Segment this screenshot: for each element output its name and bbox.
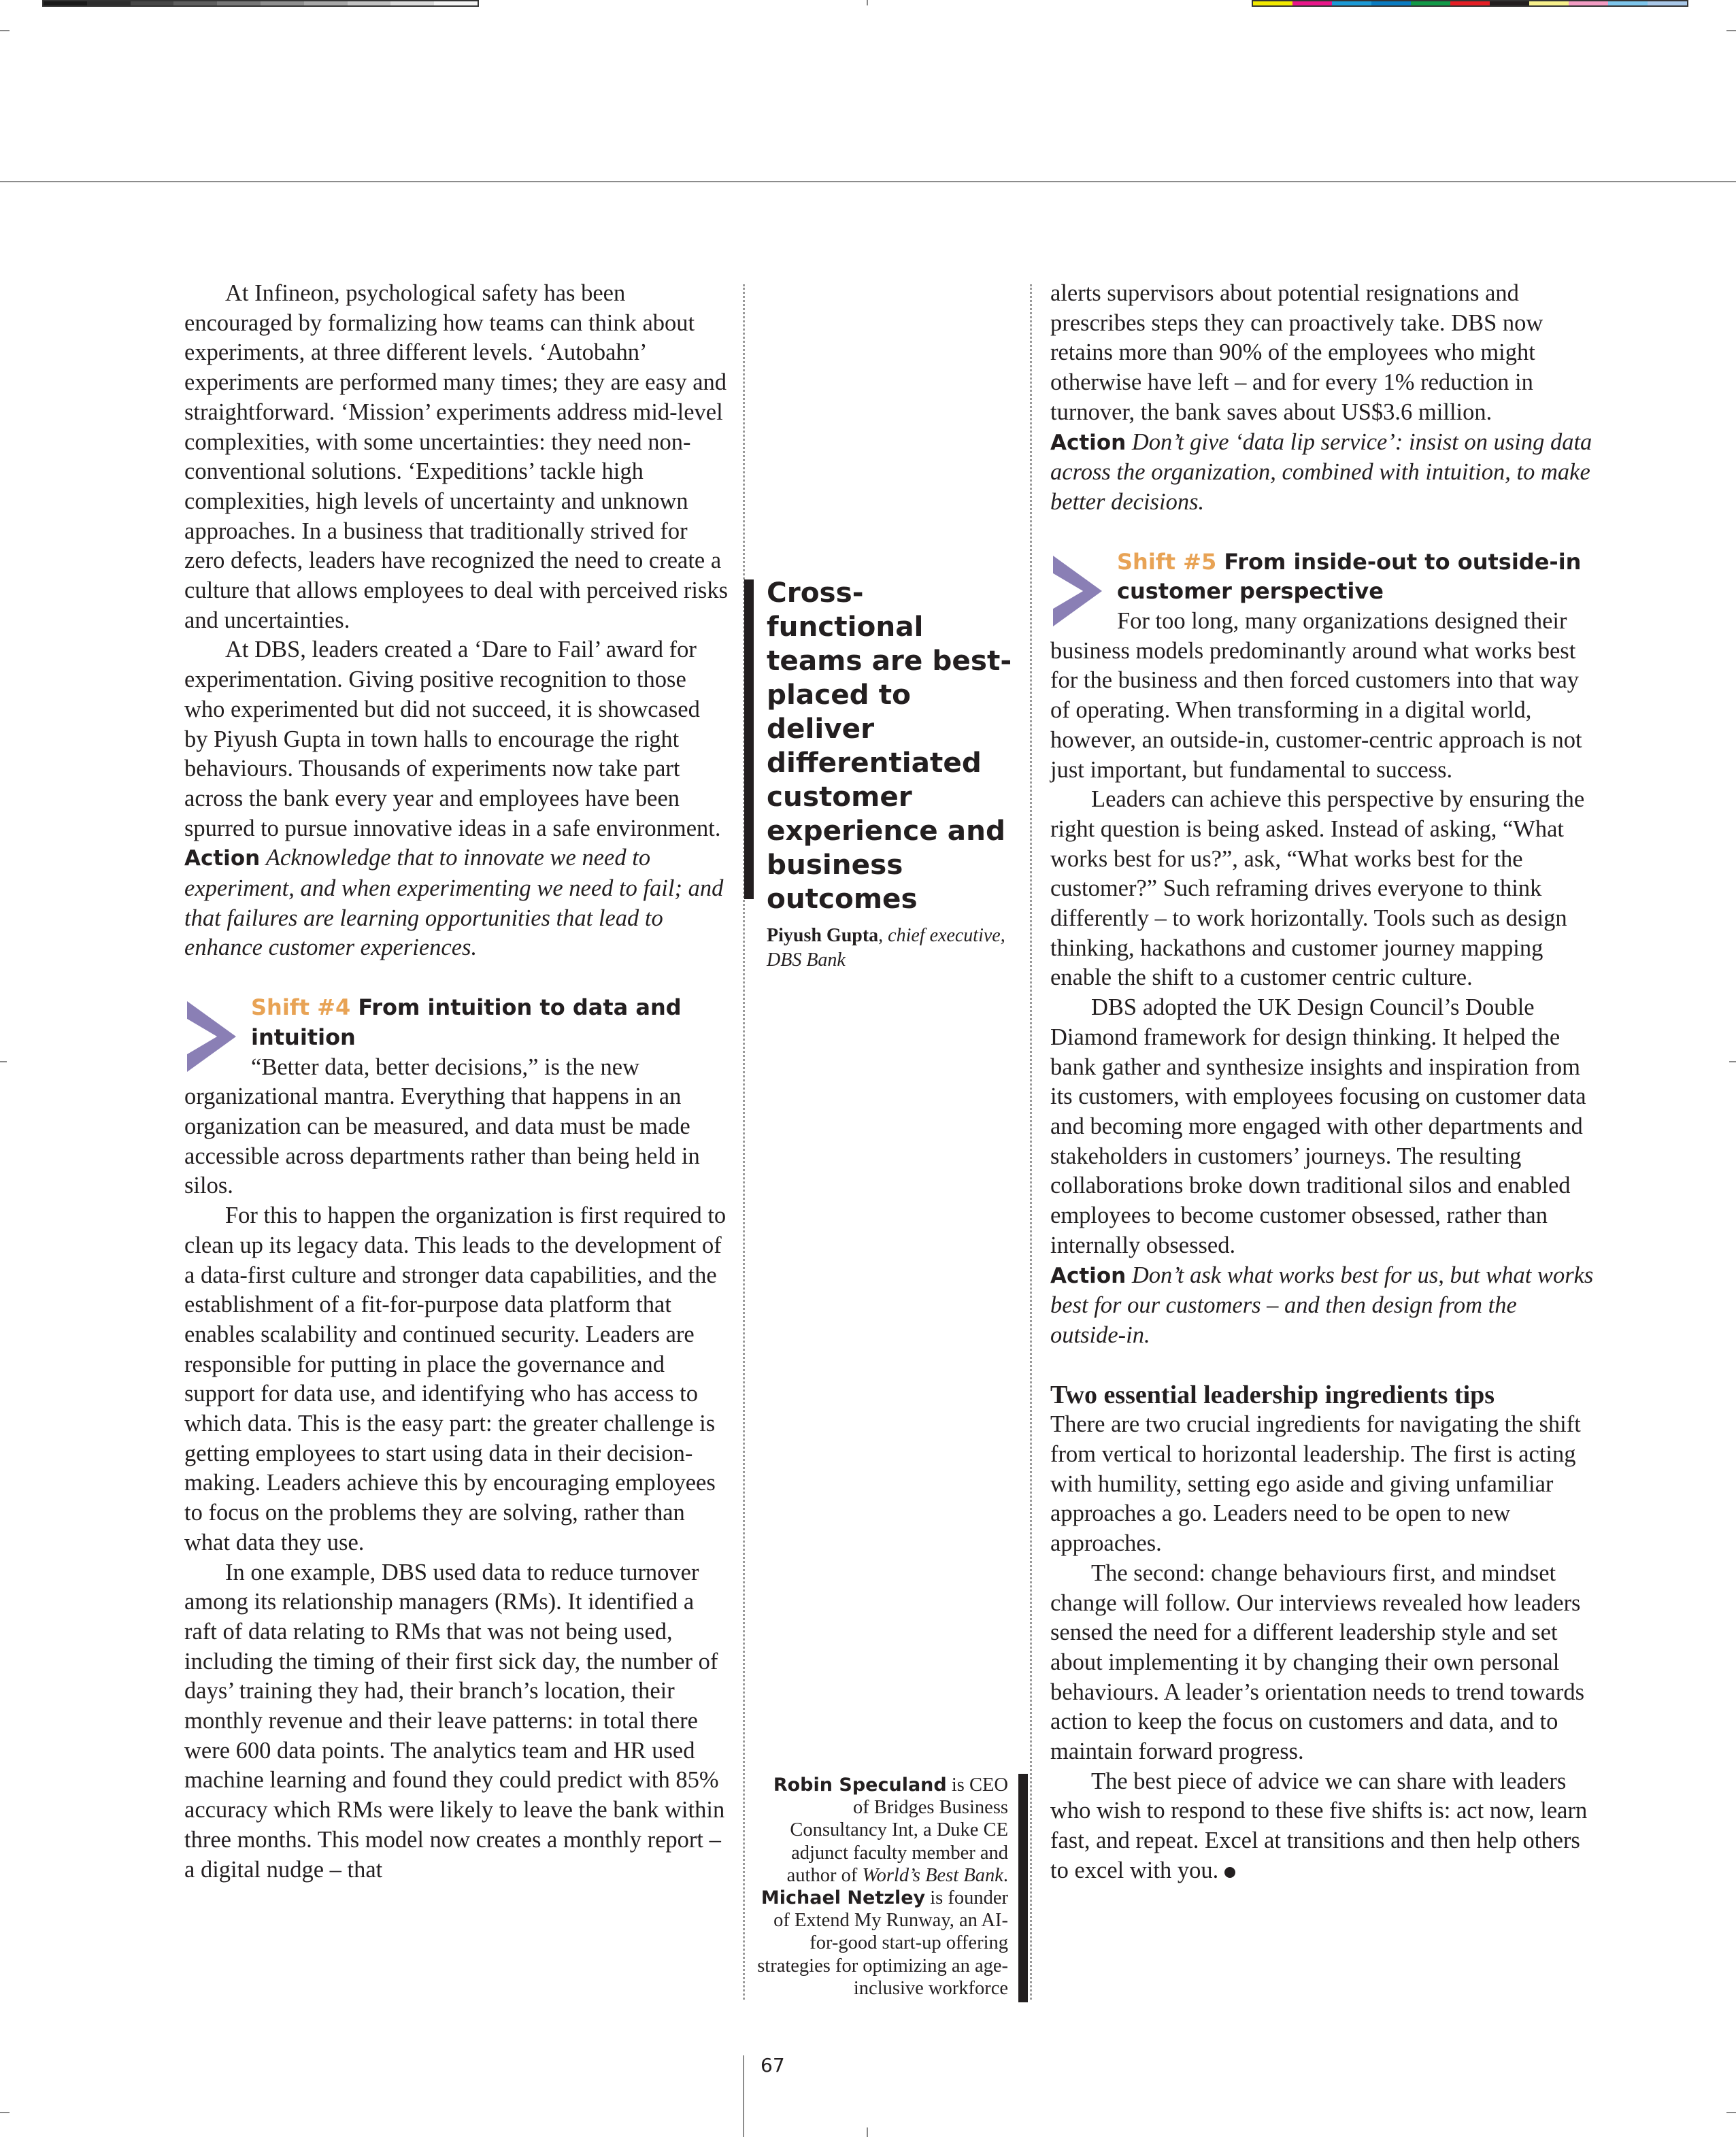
action-text: Acknowledge that to innovate we need to experiment, and when experimenting we need to fail; and that failures are learning opportunities that lead to enhance customer experiences.	[184, 845, 724, 961]
paragraph: There are two crucial ingredients for navigating the shift from vertical to horizontal leadership. The first is acting with humility, setting ego aside and giving unfamiliar approaches a go. Leaders need to be open to new approaches.	[1050, 1411, 1581, 1557]
color-swatch	[1371, 1, 1411, 5]
action-text: Don’t give ‘data lip service’: insist on using data across the organization, combined with intuition, to make better decisions.	[1050, 428, 1592, 515]
action-block	[184, 843, 729, 963]
column-divider	[1030, 284, 1032, 2000]
paragraph: Leaders can achieve this perspective by ensuring the right question is being asked. Instead of asking, “What works best for us?”, ask, “What works best for the customer?” Such reframing drives everyone to think differently – to work horizontally. Tools such as design thinking, hackathons and customer journey mapping enable the shift to a customer centric culture.	[1050, 786, 1585, 991]
color-swatch	[1292, 1, 1332, 5]
crop-mark	[0, 30, 10, 31]
color-swatch	[1529, 1, 1569, 5]
quote-title: , chief executive, DBS Bank	[767, 925, 1005, 971]
color-swatch	[1648, 1, 1687, 5]
gray-swatch	[131, 1, 174, 5]
paragraph: The best piece of advice we can share with leaders who wish to respond to these five shifts is: act now, learn fast, and repeat. Excel at transitions and then help others to excel with you.	[1050, 1768, 1588, 1883]
color-swatch	[1253, 1, 1292, 5]
paragraph: DBS adopted the UK Design Council’s Double Diamond framework for design thinking. It helped the bank gather and synthesize insights and inspiration from its customers, with employees focusing on customer data and becoming more engaged with other departments and stakeholders in customers’ journeys. The resulting collaborations broke down traditional silos and enabled employees to become customer obsessed, rather than internally obsessed.	[1050, 994, 1586, 1258]
gray-swatch	[390, 1, 434, 5]
shift-number: Shift #5	[1117, 548, 1217, 575]
quote-name: Piyush Gupta	[767, 925, 879, 946]
paragraph: At Infineon, psychological safety has been encouraged by formalizing how teams can think about experiments, at three different levels. ‘Autobahn’ experiments are performed many times; they are easy and straightforward. ‘Mission’ experiments address mid-level complexities, with some uncertainties: they need non-conventional solutions. ‘Expeditions’ tackle high complexities, high levels of uncertainty and unknown approaches. In a business that traditionally strived for zero defects, leaders have recognized the need to create a culture that allows employees to deal with perceived risks and uncertainties.	[184, 280, 729, 633]
gray-swatch	[44, 1, 87, 5]
crop-mark	[1726, 2112, 1736, 2113]
paragraph: For too long, many organizations designed their business models predominantly around what works best for the business and then forced customers into that way of operating. When transforming in a digital world, however, an outside-in, customer-centric approach is not just important, but fundamental to success.	[1050, 608, 1582, 783]
paragraph: The second: change behaviours first, and mindset change will follow. Our interviews revealed how leaders sensed the need for a different leadership style and set about implementing it by changing their own personal behaviours. A leader’s orientation needs to trend towards action to keep the focus on customers and data, and to maintain forward progress.	[1050, 1560, 1584, 1765]
paragraph: For this to happen the organization is first required to clean up its legacy data. This leads to the development of a data-first culture and stronger data capabilities, and the establishment of a fit-for-purpose data platform that enables scalability and continued security. Leaders are responsible for putting in place the governance and support for data use, and identifying who has access to which data. This is the easy part: the greater challenge is getting employees to start using data in their decision-making. Leaders achieve this by encouraging employees to focus on the problems they are solving, rather than what data they use.	[184, 1202, 727, 1555]
paragraph: At DBS, leaders created a ‘Dare to Fail’ award for experimentation. Giving positive recognition to those who experimented but did not succeed, it is showcased by Piyush Gupta in town halls to encourage the right behaviours. Thousands of experiments now take part across the bank every year and employees have been spurred to pursue innovative ideas in a safe environment.	[184, 637, 721, 841]
end-mark-icon	[1224, 1867, 1235, 1878]
shift-title: From intuition to data and intuition	[251, 994, 682, 1050]
header-rule	[0, 181, 1736, 182]
left-column	[184, 279, 729, 1885]
gray-swatch	[304, 1, 348, 5]
crop-mark	[867, 2127, 868, 2137]
page-number: 67	[761, 2054, 785, 2076]
footer-rule	[743, 2055, 744, 2137]
action-text: Don’t ask what works best for us, but what works best for our customers – and then design from the outside-in.	[1050, 1262, 1594, 1348]
paragraph: alerts supervisors about potential resignations and prescribes steps they can proactively take. DBS now retains more than 90% of the employees who might otherwise have left – and for every 1% reduction in turnover, the bank saves about US$3.6 million.	[1050, 280, 1543, 425]
chevron-icon	[1050, 553, 1105, 629]
color-calibration-bar	[1252, 0, 1688, 7]
gray-swatch	[434, 1, 478, 5]
crop-mark	[0, 2112, 10, 2113]
shift-5-heading	[1050, 548, 1595, 607]
author-bio: Robin Speculand is CEO of Bridges Business Consultancy Int, a Duke CE adjunct faculty member and author of World’s Best Bank. Michael Netzley is founder of Extend My Runway, an AI-for-good start-up offering strategies for optimizing an age-inclusive workforce	[757, 1774, 1008, 1999]
color-swatch	[1450, 1, 1490, 5]
pull-quote	[767, 575, 1018, 973]
chevron-icon	[184, 998, 239, 1075]
grayscale-calibration-bar	[42, 0, 479, 7]
author-name: Michael Netzley	[761, 1887, 926, 1909]
book-title: World’s Best Bank	[862, 1864, 1003, 1886]
right-column	[1050, 279, 1595, 1886]
pull-quote-bar	[744, 579, 754, 899]
gray-swatch	[261, 1, 304, 5]
gray-swatch	[348, 1, 391, 5]
action-label: Action	[1050, 430, 1126, 455]
column-divider	[743, 284, 745, 2000]
crop-mark	[1726, 30, 1736, 31]
color-swatch	[1411, 1, 1450, 5]
author-bio-text: is founder of Extend My Runway, an AI-for-good start-up offering strategies for optimizing an age-inclusive workforce	[757, 1887, 1008, 1999]
gray-swatch	[173, 1, 217, 5]
author-bio-bar	[1018, 1774, 1028, 2002]
action-block	[1050, 428, 1595, 518]
crop-mark	[0, 1061, 7, 1062]
section-heading: Two essential leadership ingredients tips	[1050, 1380, 1495, 1409]
action-label: Action	[1050, 1263, 1126, 1288]
author-bio-text: is CEO of Bridges Business Consultancy Int, a Duke CE adjunct faculty member and author of	[786, 1774, 1008, 1886]
paragraph: In one example, DBS used data to reduce turnover among its relationship managers (RMs). It identified a raft of data relating to RMs that was not being used, including the timing of their first sick day, the number of days’ training they had, their branch’s location, their monthly revenue and their leave patterns: in total there were 600 data points. The analytics team and HR used machine learning and found they could predict with 85% accuracy which RMs were likely to leave the bank within three months. This model now creates a monthly report – a digital nudge – that	[184, 1559, 725, 1883]
paragraph: “Better data, better decisions,” is the new organizational mantra. Everything that happens in an organization can be measured, and data must be made accessible across departments rather than being held in silos.	[184, 1054, 700, 1199]
crop-mark	[1729, 1061, 1736, 1062]
pull-quote-text: Cross-functional teams are best-placed to deliver differentiated customer experience and business outcomes	[767, 576, 1012, 915]
author-name: Robin Speculand	[773, 1774, 947, 1796]
crop-mark	[867, 0, 868, 5]
color-swatch	[1569, 1, 1608, 5]
color-swatch	[1332, 1, 1371, 5]
color-swatch	[1608, 1, 1648, 5]
shift-number: Shift #4	[251, 994, 351, 1021]
shift-5-section	[1050, 548, 1595, 1351]
color-swatch	[1490, 1, 1529, 5]
shift-4-heading	[184, 993, 729, 1052]
shift-4-section	[184, 993, 729, 1885]
action-label: Action	[184, 846, 261, 871]
pull-quote-attribution	[767, 924, 1018, 973]
gray-swatch	[87, 1, 131, 5]
gray-swatch	[217, 1, 261, 5]
action-block	[1050, 1261, 1595, 1351]
shift-title: From inside-out to outside-in customer perspective	[1117, 548, 1582, 605]
